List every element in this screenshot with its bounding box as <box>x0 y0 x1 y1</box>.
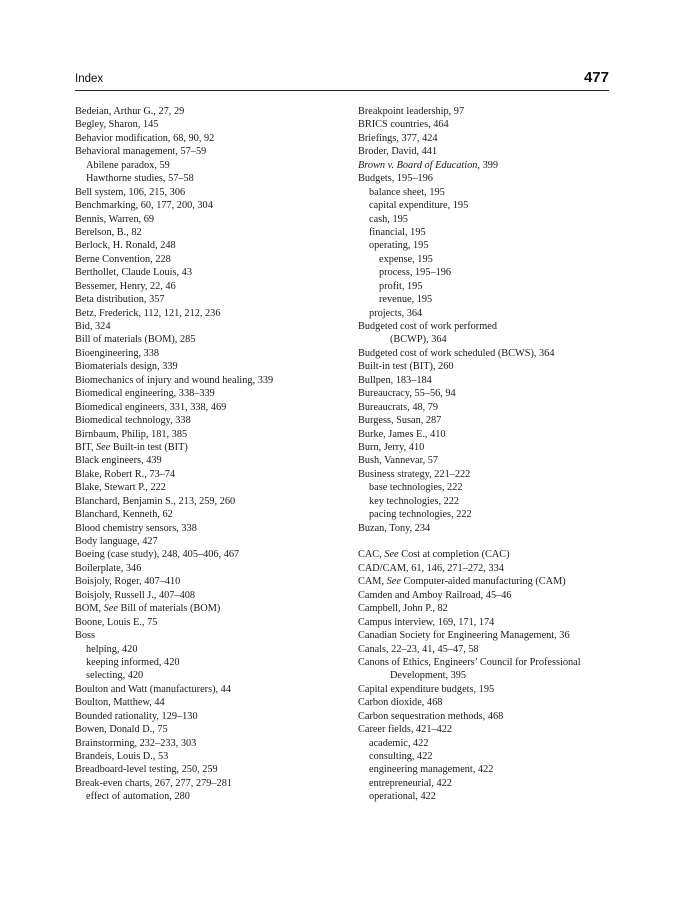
index-entry: Biomedical engineers, 331, 338, 469 <box>75 401 227 413</box>
index-entry: Canals, 22–23, 41, 45–47, 58 <box>358 643 479 655</box>
index-entry: Blake, Stewart P., 222 <box>75 482 166 494</box>
index-entry: Business strategy, 221–222 <box>358 468 471 480</box>
index-entry: Boss <box>75 630 96 642</box>
index-subentry: effect of automation, 280 <box>86 791 190 803</box>
index-entry: Budgeted cost of work scheduled (BCWS), 364 <box>358 347 555 359</box>
index-entry: Black engineers, 439 <box>75 455 162 467</box>
index-entry: Brown v. Board of Education, 399 <box>358 159 499 171</box>
index-entry: Berelson, B., 82 <box>75 226 142 238</box>
index-entry: Betz, Frederick, 112, 121, 212, 236 <box>75 307 221 319</box>
index-subentry: process, 195–196 <box>379 267 452 279</box>
index-entry: Body language, 427 <box>75 536 158 547</box>
index-entry: Berlock, H. Ronald, 248 <box>75 240 176 252</box>
index-entry: Boisjoly, Roger, 407–410 <box>75 576 181 588</box>
index-entry: Bennis, Warren, 69 <box>75 213 155 225</box>
index-entry: Boilerplate, 346 <box>75 562 142 574</box>
section-gap <box>358 535 610 548</box>
index-entry: Boone, Louis E., 75 <box>75 616 158 628</box>
index-entry: Birnbaum, Philip, 181, 385 <box>75 428 188 440</box>
index-subentry: projects, 364 <box>369 307 423 319</box>
index-entry: Brainstorming, 232–233, 303 <box>75 737 197 749</box>
index-entry: Biomechanics of injury and wound healing, 339 <box>75 374 274 386</box>
index-entry: CAM, See Computer-aided manufacturing (CAM) <box>358 576 566 588</box>
index-subentry: expense, 195 <box>379 253 433 265</box>
index-entry: Burke, James E., 410 <box>358 428 446 440</box>
index-entry: Bell system, 106, 215, 306 <box>75 186 186 198</box>
index-entry: Capital expenditure budgets, 195 <box>358 683 495 695</box>
index-entry: Boulton, Matthew, 44 <box>75 697 165 709</box>
index-column-left <box>75 105 350 804</box>
index-entry: Bullpen, 183–184 <box>358 374 432 386</box>
index-subentry: financial, 195 <box>369 226 426 238</box>
index-entry: Bid, 324 <box>75 321 111 332</box>
index-entry: Burgess, Susan, 287 <box>358 415 442 427</box>
page-number: 477 <box>583 69 609 86</box>
index-subentry: operational, 422 <box>369 791 436 803</box>
index-entry: Bowen, Donald D., 75 <box>75 724 168 736</box>
index-entry: Blanchard, Kenneth, 62 <box>75 509 173 521</box>
index-subentry: profit, 195 <box>379 280 423 292</box>
index-entry: Carbon sequestration methods, 468 <box>358 710 504 722</box>
index-entry: BOM, See Bill of materials (BOM) <box>75 603 221 615</box>
index-entry: Carbon dioxide, 468 <box>358 697 443 709</box>
index-entry: Berne Convention, 228 <box>75 253 171 265</box>
index-entry: Bush, Vannevar, 57 <box>358 455 439 467</box>
index-subentry: cash, 195 <box>369 213 408 225</box>
index-subentry: consulting, 422 <box>369 751 433 762</box>
index-subentry: base technologies, 222 <box>369 482 463 494</box>
index-entry: Biomedical engineering, 338–339 <box>75 388 215 400</box>
index-subentry: Hawthorne studies, 57–58 <box>86 173 194 185</box>
index-entry: Bedeian, Arthur G., 27, 29 <box>75 106 185 117</box>
index-subentry: capital expenditure, 195 <box>369 200 469 212</box>
index-entry: Begley, Sharon, 145 <box>75 119 159 131</box>
index-entry: Boisjoly, Russell J., 407–408 <box>75 589 196 601</box>
index-entry: Biomaterials design, 339 <box>75 361 178 373</box>
index-entry: Break-even charts, 267, 277, 279–281 <box>75 777 232 789</box>
index-subentry: pacing technologies, 222 <box>369 509 472 521</box>
index-entry: Built-in test (BIT), 260 <box>358 361 454 373</box>
index-entry: Blood chemistry sensors, 338 <box>75 522 197 534</box>
index-subentry: Abilene paradox, 59 <box>86 159 170 171</box>
index-entry: Breakpoint leadership, 97 <box>358 106 465 117</box>
index-entry: Canons of Ethics, Engineers’ Council for Professional <box>358 656 581 668</box>
index-entry: Camden and Amboy Railroad, 45–46 <box>358 589 512 601</box>
index-column-right <box>358 105 610 804</box>
index-entry: Behavioral management, 57–59 <box>75 146 207 158</box>
running-header <box>75 70 609 91</box>
index-entry: BIT, See Built-in test (BIT) <box>75 441 188 453</box>
index-entry: Campbell, John P., 82 <box>358 603 448 615</box>
section-title: Index <box>75 73 104 85</box>
index-entry: Career fields, 421–422 <box>358 724 453 736</box>
index-entry: Budgets, 195–196 <box>358 173 433 185</box>
index-subentry: academic, 422 <box>369 737 429 749</box>
index-subentry: operating, 195 <box>369 240 429 252</box>
index-entry: CAC, See Cost at completion (CAC) <box>358 549 510 561</box>
index-entry: Boulton and Watt (manufacturers), 44 <box>75 683 231 695</box>
index-entry: Behavior modification, 68, 90, 92 <box>75 132 215 144</box>
index-entry: Bureaucrats, 48, 79 <box>358 401 439 413</box>
index-entry: Brandeis, Louis D., 53 <box>75 751 169 762</box>
index-subentry: revenue, 195 <box>379 294 433 306</box>
index-entry: Broder, David, 441 <box>358 146 438 158</box>
index-entry: Bessemer, Henry, 22, 46 <box>75 280 176 292</box>
index-entry: Bureaucracy, 55–56, 94 <box>358 388 456 400</box>
index-entry: Biomedical technology, 338 <box>75 415 191 427</box>
index-entry: Benchmarking, 60, 177, 200, 304 <box>75 200 213 212</box>
index-entry: Burn, Jerry, 410 <box>358 441 425 453</box>
index-subentry: helping, 420 <box>86 643 138 655</box>
index-entry: Bounded rationality, 129–130 <box>75 710 198 722</box>
index-entry: Breadboard-level testing, 250, 259 <box>75 764 218 776</box>
index-subentry: key technologies, 222 <box>369 495 460 507</box>
index-subentry: keeping informed, 420 <box>86 656 180 668</box>
index-subentry: balance sheet, 195 <box>369 186 445 198</box>
index-entry-continuation: (BCWP), 364 <box>390 334 447 346</box>
index-entry: Campus interview, 169, 171, 174 <box>358 616 495 628</box>
index-subentry: entrepreneurial, 422 <box>369 777 452 789</box>
index-entry: Blanchard, Benjamin S., 213, 259, 260 <box>75 495 236 507</box>
index-entry: Buzan, Tony, 234 <box>358 522 431 534</box>
index-entry: Bioengineering, 338 <box>75 347 160 359</box>
index-entry: Berthollet, Claude Louis, 43 <box>75 267 192 279</box>
index-entry: Canadian Society for Engineering Management, 36 <box>358 630 570 642</box>
index-entry: Bill of materials (BOM), 285 <box>75 334 196 346</box>
index-entry: Briefings, 377, 424 <box>358 132 438 144</box>
index-subentry: selecting, 420 <box>86 670 144 682</box>
index-entry-continuation: Development, 395 <box>390 670 467 682</box>
index-entry: Boeing (case study), 248, 405–406, 467 <box>75 549 240 561</box>
index-entry: Budgeted cost of work performed <box>358 321 497 332</box>
index-entry: BRICS countries, 464 <box>358 119 449 131</box>
index-entry: Blake, Robert R., 73–74 <box>75 468 176 480</box>
index-entry: Beta distribution, 357 <box>75 294 165 306</box>
index-entry: CAD/CAM, 61, 146, 271–272, 334 <box>358 562 504 574</box>
index-subentry: engineering management, 422 <box>369 764 494 776</box>
